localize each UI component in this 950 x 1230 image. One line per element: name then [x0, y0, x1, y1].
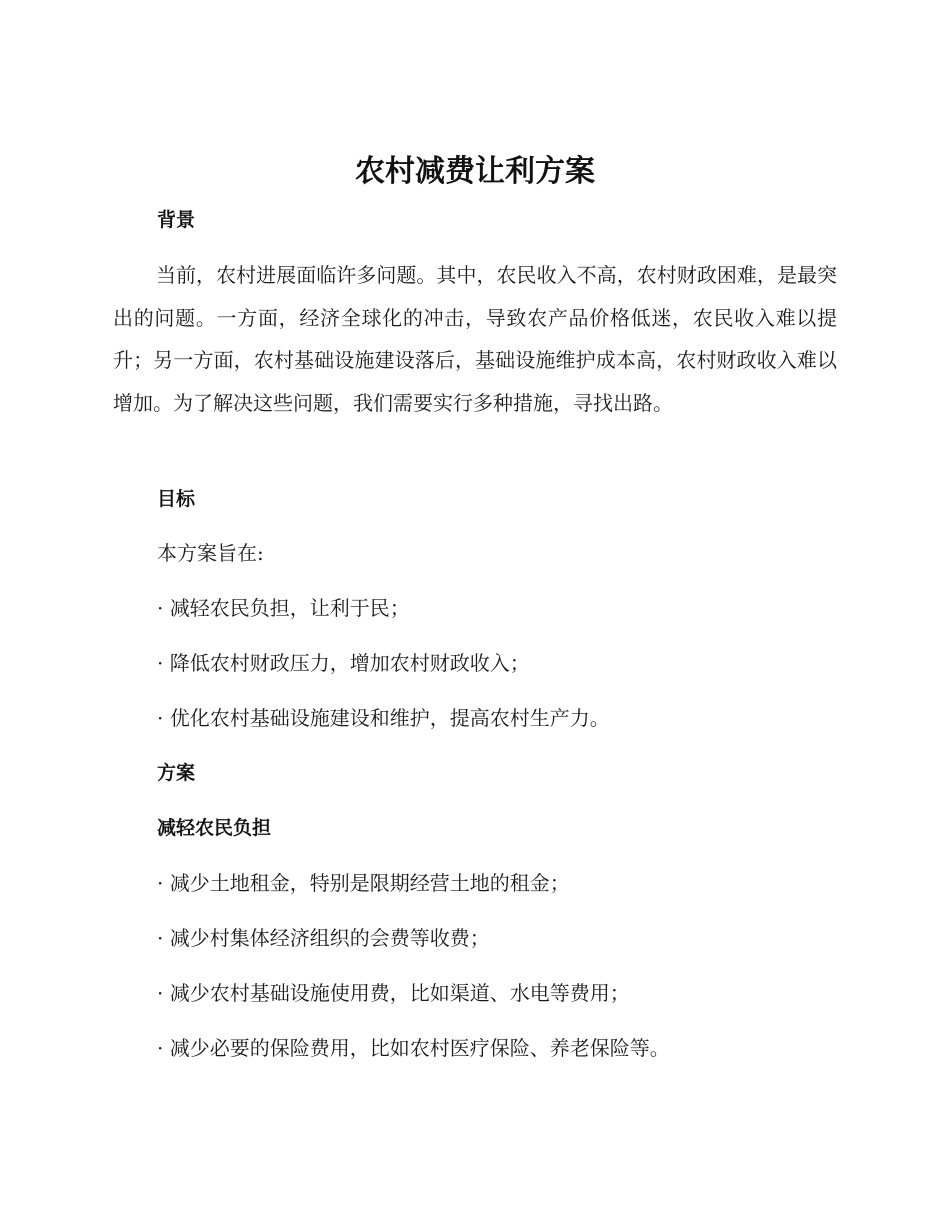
sub-heading-reduce-burden: 减轻农民负担 — [157, 817, 272, 839]
goal-intro: 本方案旨在: — [157, 541, 264, 565]
plan-item: · 减少必要的保险费用，比如农村医疗保险、养老保险等。 — [157, 1036, 670, 1060]
plan-item: · 减少土地租金，特别是限期经营土地的租金； — [157, 871, 570, 895]
plan-item: · 减少农村基础设施使用费，比如渠道、水电等费用； — [157, 981, 630, 1005]
section-heading-background: 背景 — [157, 209, 196, 231]
document-title: 农村减费让利方案 — [355, 154, 595, 189]
goal-item: · 优化农村基础设施建设和维护，提高农村生产力。 — [157, 706, 610, 730]
section-heading-goal: 目标 — [157, 488, 196, 510]
background-paragraph: 当前，农村进展面临许多问题。其中，农民收入不高，农村财政困难，是最突出的问题。一方面，经济全球化的冲击，导致农产品价格低迷，农民收入难以提升；另一方面，农村基础设施建设落后，基础设施维护成本高，农村财政收入难以增加。为了解决这些问题，我们需要实行多种措施，寻找出路。 — [113, 263, 837, 415]
plan-item: · 减少村集体经济组织的会费等收费； — [157, 926, 490, 950]
goal-item: · 减轻农民负担，让利于民； — [157, 596, 410, 620]
goal-item: · 降低农村财政压力，增加农村财政收入； — [157, 651, 530, 675]
section-heading-plan: 方案 — [157, 762, 196, 784]
